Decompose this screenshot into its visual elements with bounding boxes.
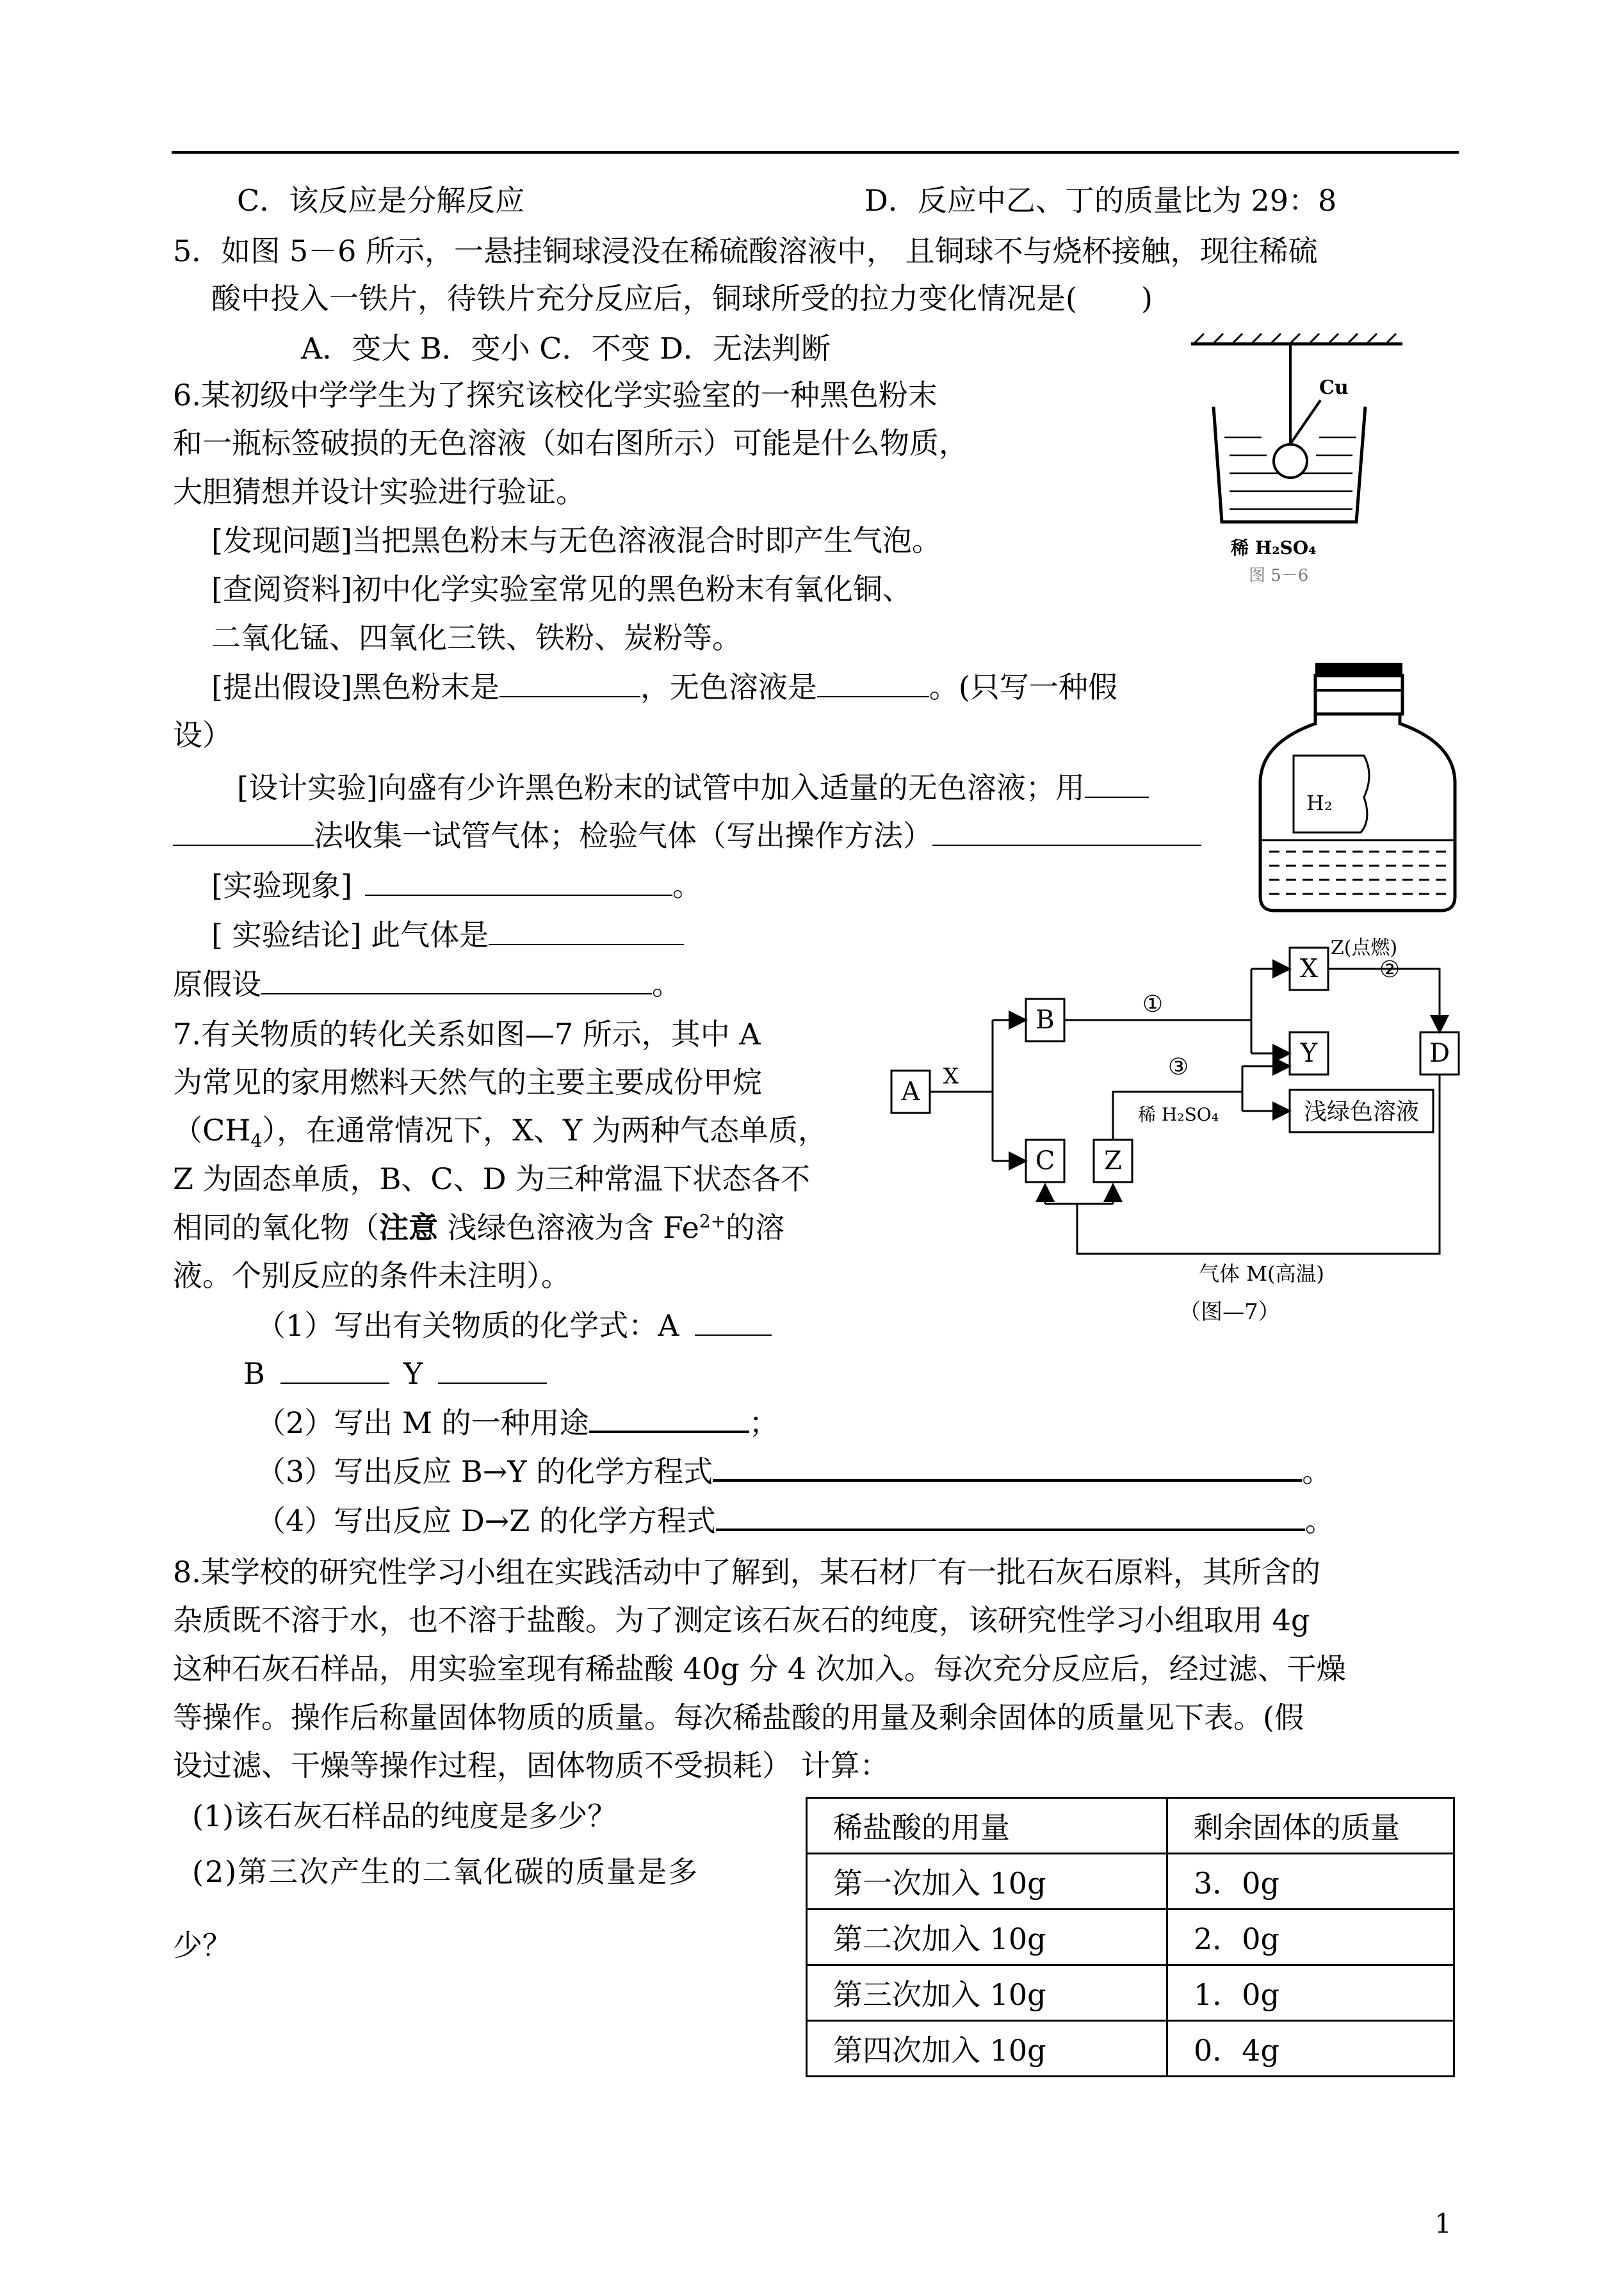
table-row: [807, 1965, 1454, 2021]
label-z-burn: Z(点燃): [1330, 937, 1398, 959]
q6-conclusion-2: 原假设 。: [173, 967, 681, 1002]
answer-blank: [1085, 771, 1149, 798]
label-dilute-acid: 稀 H₂SO₄: [1138, 1104, 1219, 1125]
q8-line3: 这种石灰石样品，用实验室现有稀盐酸 40g 分 4 次加入。每次充分反应后，经过滤、干燥: [173, 1651, 1346, 1686]
q6-line3: 大胆猜想并设计实验进行验证。: [173, 474, 585, 509]
q8-line1: 8.某学校的研究性学习小组在实践活动中了解到，某石材厂有一批石灰石原料，其所含的: [173, 1555, 1320, 1589]
answer-blank: [365, 869, 672, 896]
q7-line2: 为常见的家用燃料天然气的主要主要成份甲烷: [173, 1065, 762, 1099]
q8-line5: 设过滤、干燥等操作过程，固体物质不受损耗） 计算：: [173, 1748, 889, 1783]
answer-blank: [716, 1503, 1305, 1531]
q6-line2: 和一瓶标签破损的无色溶液（如右图所示）可能是什么物质，: [173, 426, 968, 460]
label-z: Z: [1104, 1146, 1122, 1176]
label-d: D: [1429, 1039, 1450, 1068]
cu-label: Cu: [1319, 377, 1349, 399]
table-row: [807, 1854, 1454, 1910]
label-circle-3: ③: [1167, 1054, 1189, 1080]
q7-sub4: （4）写出反应 D→Z 的化学方程式 。: [256, 1504, 1335, 1538]
copper-ball-beaker-figure: [1185, 330, 1409, 583]
q6-phenomenon: [实验现象] 。: [211, 868, 702, 903]
figure-caption: 图 5－6: [1249, 566, 1309, 583]
label-y: Y: [1300, 1039, 1318, 1068]
q6-hypothesis: [提出假设]黑色粉末是 ，无色溶液是 。(只写一种假: [211, 670, 1117, 704]
answer-blank: [499, 670, 640, 697]
q4-option-c: C．该反应是分解反应: [237, 183, 525, 218]
q7-line5: 相同的氧化物（注意 浅绿色溶液为含 $Fe^{2+}$的溶: [173, 1210, 785, 1245]
label-green-solution: 浅绿色溶液: [1303, 1099, 1420, 1125]
label-x: X: [1299, 954, 1319, 984]
label-circle-1: ①: [1142, 991, 1164, 1018]
q8-line4: 等操作。操作后称量固体物质的质量。每次稀盐酸的用量及剩余固体的质量见下表。(假: [173, 1700, 1304, 1735]
page-number: 1: [1434, 2208, 1452, 2239]
diagram-caption: （图—7）: [1179, 1299, 1280, 1325]
label-b: B: [1035, 1005, 1055, 1035]
answer-blank: [280, 1357, 389, 1384]
answer-blank: [695, 1309, 772, 1336]
table-cell: 第三次加入 10g: [807, 1965, 1167, 2021]
bottle-figure: [1255, 660, 1466, 916]
label-circle-2: ②: [1379, 957, 1401, 983]
table-header-row: [807, 1798, 1454, 1854]
bottle-label: H₂: [1306, 791, 1333, 815]
answer-blank: [589, 1405, 749, 1433]
answer-blank: [438, 1357, 547, 1384]
table-cell: 第二次加入 10g: [807, 1910, 1167, 1965]
acid-label: 稀 H₂SO₄: [1231, 537, 1317, 558]
table-cell: 0．4g: [1167, 2021, 1454, 2077]
q7-sub2: （2）写出 M 的一种用途 ；: [256, 1406, 779, 1440]
answer-blank: [713, 1454, 1302, 1482]
q7-line3: $(CH_4)$，在通常情况下，X、Y 为两种气态单质，: [173, 1113, 827, 1152]
table-row: [807, 1910, 1454, 1965]
q6-line1: 6.某初级中学学生为了探究该校化学实验室的一种黑色粉末: [173, 378, 938, 412]
q6-discover: [发现问题]当把黑色粉末与无色溶液混合时即产生气泡。: [211, 523, 941, 558]
q8-question2-end: 少？: [173, 1928, 232, 1963]
label-a: A: [901, 1077, 920, 1107]
q7-line4: Z 为固态单质，B、C、D 为三种常温下状态各不: [173, 1162, 811, 1196]
table-cell: 1．0g: [1167, 1965, 1454, 2021]
q6-consult2: 二氧化锰、四氧化三铁、铁粉、炭粉等。: [211, 620, 742, 655]
q7-sub1: （1）写出有关物质的化学式：A: [256, 1306, 772, 1345]
q6-conclusion: [ 实验结论] 此气体是: [211, 916, 684, 954]
reaction-flow-diagram: [884, 935, 1473, 1345]
q7-sub3: （3）写出反应 B→Y 的化学方程式 。: [256, 1454, 1332, 1489]
table-cell: 3．0g: [1167, 1854, 1454, 1910]
answer-blank: [932, 819, 1201, 846]
label-x-arrow: X: [943, 1064, 959, 1089]
answer-blank: [261, 968, 652, 994]
q8-question2: (2)第三次产生的二氧化碳的质量是多: [192, 1854, 699, 1889]
answer-blank: [173, 819, 314, 846]
q8-line2: 杂质既不溶于水，也不溶于盐酸。为了测定该石灰石的纯度，该研究性学习小组取用 4g: [173, 1603, 1310, 1637]
q6-design-2: 法收集一试管气体；检验气体（写出操作方法）: [173, 816, 1201, 855]
label-gas-m: 气体 M(高温): [1199, 1261, 1324, 1286]
table-header: 稀盐酸的用量: [807, 1798, 1167, 1854]
answer-blank: [817, 670, 929, 697]
label-c: C: [1035, 1146, 1055, 1176]
q6-consult1: [查阅资料]初中化学实验室常见的黑色粉末有氧化铜、: [211, 572, 912, 606]
q7-line6: 液。个别反应的条件未注明）。: [173, 1258, 571, 1293]
table-cell: 第四次加入 10g: [807, 2021, 1167, 2077]
answer-blank: [489, 918, 684, 945]
table-row: [807, 2021, 1454, 2077]
q6-hypothesis-end: 设）: [173, 718, 232, 752]
q5-stem-line1: 5．如图 5－6 所示，一悬挂铜球浸没在稀硫酸溶液中， 且铜球不与烧杯接触，现往稀硫: [173, 234, 1318, 268]
data-table: [806, 1797, 1455, 2077]
q7-sub1-cont: B Y: [243, 1354, 547, 1393]
table-header: 剩余固体的质量: [1167, 1798, 1454, 1854]
table-cell: 2．0g: [1167, 1910, 1454, 1965]
q7-line1: 7.有关物质的转化关系如图—7 所示，其中 A: [173, 1017, 761, 1051]
header-rule: [172, 151, 1459, 154]
q6-design: [设计实验]向盛有少许黑色粉末的试管中加入适量的无色溶液；用: [237, 768, 1149, 807]
q5-options: A．变大 B．变小 C．不变 D．无法判断: [301, 331, 831, 366]
q5-stem-line2: 酸中投入一铁片，待铁片充分反应后，铜球所受的拉力变化情况是( ): [211, 281, 1153, 316]
q4-option-d: D．反应中乙、丁的质量比为 29：8: [865, 183, 1337, 218]
q8-question1: (1)该石灰石样品的纯度是多少？: [192, 1799, 617, 1833]
table-cell: 第一次加入 10g: [807, 1854, 1167, 1910]
